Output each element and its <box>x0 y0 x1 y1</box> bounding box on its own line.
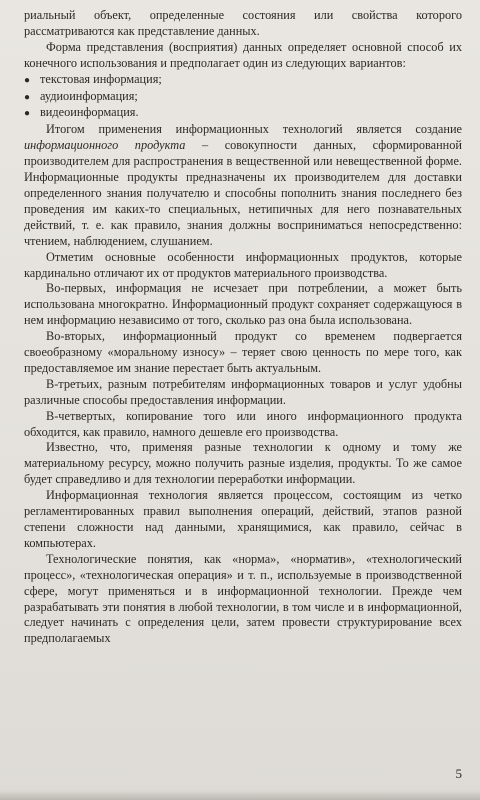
paragraph-tech-concepts: Технологические понятия, как «норма», «норматив», «технологический процесс», «технологическая операция» и т. п., используемые в производственной сфере, могут применяться и в информационной технологии. Прежде чем разрабатывать эти понятия в любой технологии, в том числе и в информационной, следует начинать с определения цели, затем провести структурирование всех предполагаемых <box>24 551 462 646</box>
paragraph-known: Известно, что, применяя разные технологии к одному и тому же материальному ресурсу, можно получить разные изделия, продукты. То же самое будет справедливо и для технологии переработки информации. <box>24 440 462 487</box>
paragraph-info-product: Итогом применения информационных технологий является создание информационного продукта – совокупности данных, сформированной производителем для распространения в вещественной или невещественной форме. Информационные продукты предназначены их производителем для доставки определенного знания получателю и способны пополнить знания последнего без проведения им каких-то специальных, нетипичных для него познавательных действий, т. е. как правило, знания должны восприниматься непосредственно: чтением, наблюдением, слушанием. <box>24 122 462 248</box>
bullet-icon: ● <box>24 108 31 120</box>
emphasis-term: информационного продукта <box>24 138 186 153</box>
list-item: ● текстовая информация; <box>24 72 462 89</box>
paragraph-third: В-третьих, разным потребителям информационных товаров и услуг удобны различные способы предоставления информации. <box>24 376 462 407</box>
paragraph-first: Во-первых, информация не исчезает при потреблении, а может быть использована многократно. Информационный продукт сохраняет содержащуюся в нем информацию независимо от того, сколько раз она была использована. <box>24 281 462 328</box>
paragraph-it-process: Информационная технология является процессом, состоящим из четко регламентированных правил выполнения операций, действий, этапов разной степени сложности над данными, хранящимися, как правило, сейчас в компьютерах. <box>24 488 462 550</box>
bullet-icon: ● <box>24 74 31 86</box>
list-item: ● аудиоинформация; <box>24 89 462 106</box>
paragraph-second: Во-вторых, информационный продукт со временем подвергается своеобразному «моральному износу» – теряет свою ценность по мере того, как предоставляемое им знание перестает быть актуальным. <box>24 329 462 375</box>
paragraph-continuation: риальный объект, определенные состояния или свойства которого рассматриваются как представление данных. <box>24 8 462 38</box>
list-item: ● видеоинформация. <box>24 105 462 122</box>
bullet-icon: ● <box>24 91 31 103</box>
paragraph-features: Отметим основные особенности информационных продуктов, которые кардинально отличают их от продуктов материального производства. <box>24 249 462 280</box>
page-number: 5 <box>455 766 462 781</box>
paragraph-data-forms: Форма представления (восприятия) данных определяет основной способ их конечного использования и предполагает один из следующих вариантов: <box>24 39 462 70</box>
variants-list <box>24 72 462 123</box>
paragraph-fourth: В-четвертых, копирование того или иного информационного продукта обходится, как правило, намного дешевле его производства. <box>24 408 462 439</box>
